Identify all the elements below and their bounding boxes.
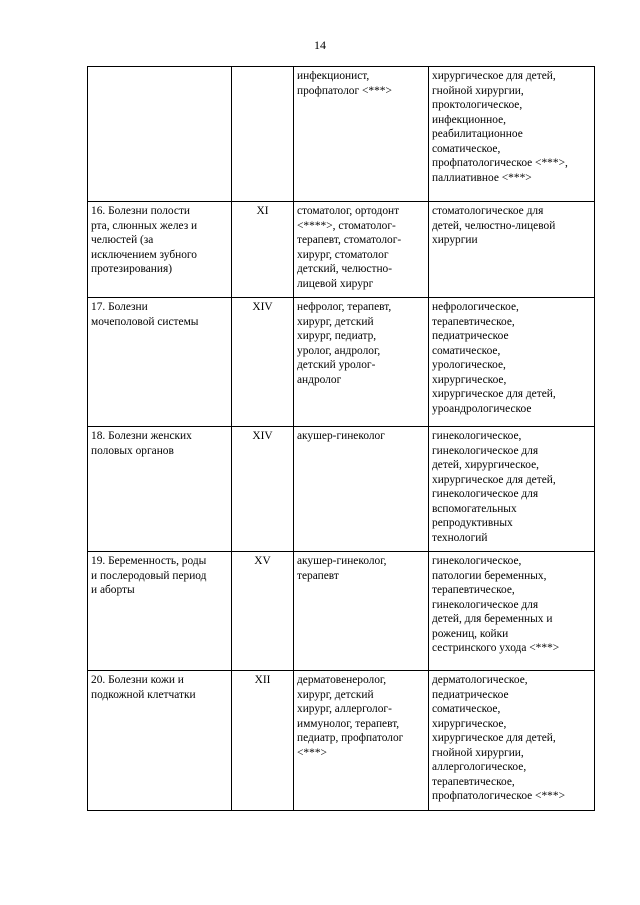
cell-line: детский уролог- xyxy=(297,359,376,371)
cell-line: соматическое, xyxy=(432,344,501,357)
page-number: 14 xyxy=(314,38,326,52)
cell-line: стоматологическое для xyxy=(432,205,544,217)
disease-cell xyxy=(88,671,232,811)
table-row xyxy=(88,427,595,552)
disease-cell xyxy=(88,67,232,202)
class-cell: XIV xyxy=(232,298,294,427)
cell-line: хирург, детский xyxy=(297,315,374,328)
cell-line: гнойной хирургии, xyxy=(432,84,524,97)
cell-line: дерматологическое, xyxy=(432,674,528,686)
class-cell: XIV xyxy=(232,427,294,552)
cell-line: педиатрическое xyxy=(432,688,509,701)
table-row xyxy=(88,671,595,811)
cell-line: репродуктивных xyxy=(432,517,513,529)
cell-line: хирург, педиатр, xyxy=(297,330,377,342)
cell-line: детей, для беременных и xyxy=(432,613,553,625)
cell-line: профпатолог <***> xyxy=(297,84,392,97)
cell-line: андролог xyxy=(297,373,342,386)
cell-line: инфекционист, xyxy=(297,70,370,82)
cell-line: хирургическое, xyxy=(432,717,507,730)
cell-line: хирургическое, xyxy=(432,373,507,386)
disease-cell xyxy=(88,202,232,298)
beds-cell xyxy=(429,552,595,671)
cell-line: хирургическое для детей, xyxy=(432,473,556,486)
beds-cell xyxy=(429,202,595,298)
professions-cell xyxy=(294,427,429,552)
class-cell xyxy=(232,67,294,202)
cell-line: мочеполовой системы xyxy=(91,315,199,328)
cell-line: патологии беременных, xyxy=(432,569,547,582)
cell-line: рта, слюнных желез и xyxy=(91,219,198,232)
cell-line: рожениц, койки xyxy=(432,627,509,640)
table-row xyxy=(88,67,595,202)
cell-line: акушер-гинеколог, xyxy=(297,555,387,567)
beds-cell xyxy=(429,67,595,202)
cell-line: акушер-гинеколог xyxy=(297,430,385,442)
cell-line: педиатр, профпатолог xyxy=(297,732,404,744)
disease-cell xyxy=(88,298,232,427)
cell-line: и послеродовый период xyxy=(91,569,207,582)
cell-line: терапевтическое, xyxy=(432,315,515,328)
cell-line: детский, челюстно- xyxy=(297,263,393,275)
cell-line: гинекологическое для xyxy=(432,598,539,611)
cell-line: паллиативное <***> xyxy=(432,171,532,184)
professions-cell xyxy=(294,298,429,427)
cell-line: исключением зубного xyxy=(91,248,198,261)
professions-cell xyxy=(294,202,429,298)
cell-line: соматическое, xyxy=(432,142,501,155)
cell-line: хирургическое для детей, xyxy=(432,388,556,400)
class-cell: XI xyxy=(232,202,294,298)
disease-cell xyxy=(88,427,232,552)
cell-line: педиатрическое xyxy=(432,330,509,342)
cell-line: хирургии xyxy=(432,234,478,246)
cell-line: хирург, стоматолог xyxy=(297,248,389,261)
cell-line: и аборты xyxy=(91,584,135,596)
cell-line: 19. Беременность, роды xyxy=(91,555,207,567)
table-row xyxy=(88,552,595,671)
beds-cell xyxy=(429,427,595,552)
cell-line: гинекологическое для xyxy=(432,488,539,500)
cell-line: терапевт, стоматолог- xyxy=(297,234,402,246)
cell-line: гинекологическое, xyxy=(432,555,522,567)
cell-line: хирургическое для детей, xyxy=(432,70,556,82)
cell-line: лицевой хирург xyxy=(297,277,374,290)
cell-line: детей, хирургическое, xyxy=(432,459,539,471)
disease-table xyxy=(87,66,595,811)
cell-line: хирург, детский xyxy=(297,688,374,701)
beds-cell xyxy=(429,298,595,427)
cell-line: нефролог, терапевт, xyxy=(297,301,392,313)
cell-line: гинекологическое для xyxy=(432,444,539,457)
cell-line: уролог, андролог, xyxy=(297,344,381,357)
cell-line: <****>, стоматолог- xyxy=(297,219,396,232)
cell-line: 17. Болезни xyxy=(91,301,148,313)
cell-line: профпатологическое <***>, xyxy=(432,157,568,169)
cell-line: проктологическое, xyxy=(432,99,523,111)
cell-line: дерматовенеролог, xyxy=(297,674,387,686)
cell-line: гнойной хирургии, xyxy=(432,746,524,759)
table-row xyxy=(88,202,595,298)
cell-line: аллергологическое, xyxy=(432,761,527,773)
professions-cell xyxy=(294,67,429,202)
cell-line: нефрологическое, xyxy=(432,301,519,313)
beds-cell xyxy=(429,671,595,811)
cell-line: соматическое, xyxy=(432,703,501,715)
cell-line: сестринского ухода <***> xyxy=(432,642,560,654)
cell-line: половых органов xyxy=(91,444,174,457)
class-cell: XV xyxy=(232,552,294,671)
professions-cell xyxy=(294,671,429,811)
cell-line: хирургическое для детей, xyxy=(432,732,556,744)
cell-line: иммунолог, терапевт, xyxy=(297,717,400,730)
cell-line: подкожной клетчатки xyxy=(91,688,196,701)
cell-line: реабилитационное xyxy=(432,128,523,140)
cell-line: челюстей (за xyxy=(91,234,154,246)
cell-line: технологий xyxy=(432,531,488,544)
cell-line: 16. Болезни полости xyxy=(91,205,191,217)
cell-line: инфекционное, xyxy=(432,113,506,126)
cell-line: терапевтическое, xyxy=(432,584,515,596)
cell-line: 18. Болезни женских xyxy=(91,430,192,442)
cell-line: протезирования) xyxy=(91,263,173,275)
cell-line: профпатологическое <***> xyxy=(432,790,565,802)
cell-line: гинекологическое, xyxy=(432,430,522,442)
cell-line: стоматолог, ортодонт xyxy=(297,205,400,217)
cell-line: 20. Болезни кожи и xyxy=(91,674,184,686)
cell-line: хирург, аллерголог- xyxy=(297,703,392,715)
professions-cell xyxy=(294,552,429,671)
cell-line: детей, челюстно-лицевой xyxy=(432,219,556,232)
disease-cell xyxy=(88,552,232,671)
class-cell: XII xyxy=(232,671,294,811)
cell-line: вспомогательных xyxy=(432,502,517,515)
cell-line: терапевтическое, xyxy=(432,775,515,788)
cell-line: терапевт xyxy=(297,569,339,582)
cell-line: <***> xyxy=(297,746,327,759)
cell-line: уроандрологическое xyxy=(432,402,532,415)
table-row xyxy=(88,298,595,427)
cell-line: урологическое, xyxy=(432,359,506,371)
